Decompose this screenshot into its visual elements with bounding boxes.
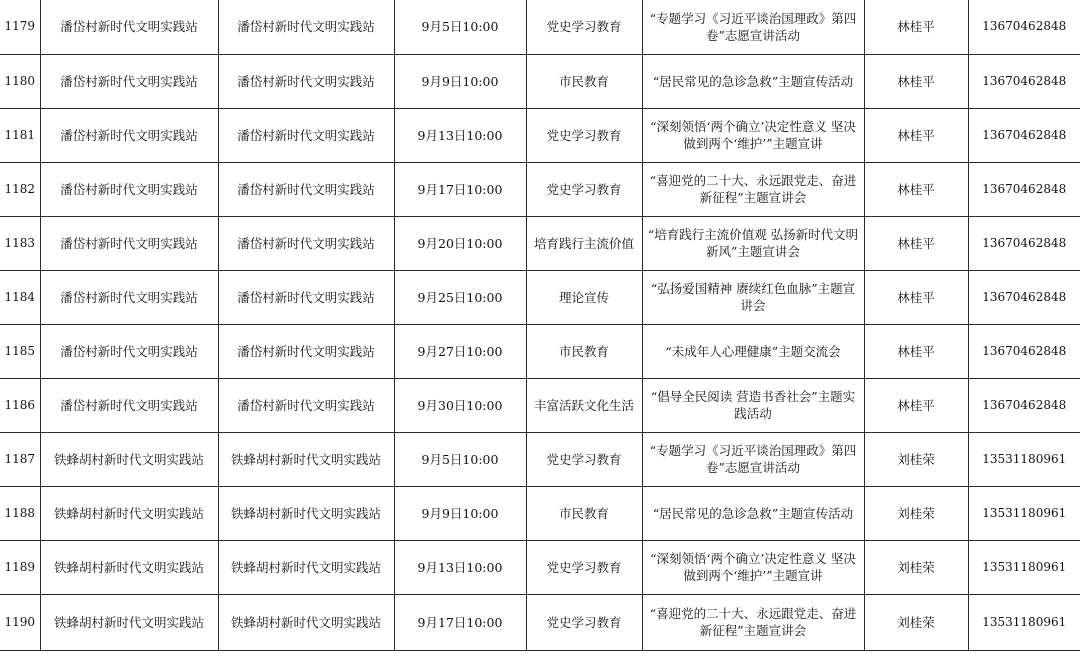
- phone-cell: 13670462848: [968, 270, 1080, 324]
- row-number-cell: 1185: [0, 324, 40, 378]
- datetime-cell: 9月17日10:00: [394, 162, 526, 216]
- contact-person-cell: 刘桂荣: [864, 594, 968, 650]
- category-cell: 理论宣传: [526, 270, 642, 324]
- phone-cell: 13531180961: [968, 540, 1080, 594]
- category-cell: 丰富活跃文化生活: [526, 378, 642, 432]
- topic-cell: “深刻领悟‘两个确立’决定性意义 坚决做到两个‘维护’”主题宣讲: [642, 108, 864, 162]
- contact-person-cell: 林桂平: [864, 54, 968, 108]
- topic-cell: “培育践行主流价值观 弘扬新时代文明新风”主题宣讲会: [642, 216, 864, 270]
- category-cell: 市民教育: [526, 486, 642, 540]
- topic-cell: “喜迎党的二十大、永远跟党走、奋进新征程”主题宣讲会: [642, 594, 864, 650]
- contact-person-cell: 刘桂荣: [864, 486, 968, 540]
- row-number-cell: 1180: [0, 54, 40, 108]
- organizer-cell: 潘岱村新时代文明实践站: [40, 0, 218, 54]
- contact-person-cell: 林桂平: [864, 270, 968, 324]
- row-number-cell: 1186: [0, 378, 40, 432]
- row-number-cell: 1189: [0, 540, 40, 594]
- topic-cell: “专题学习《习近平谈治国理政》第四卷”志愿宣讲活动: [642, 0, 864, 54]
- topic-cell: “倡导全民阅读 营造书香社会”主题实践活动: [642, 378, 864, 432]
- venue-cell: 潘岱村新时代文明实践站: [218, 324, 394, 378]
- category-cell: 党史学习教育: [526, 432, 642, 486]
- venue-cell: 铁蜂胡村新时代文明实践站: [218, 594, 394, 650]
- phone-cell: 13531180961: [968, 486, 1080, 540]
- phone-cell: 13670462848: [968, 216, 1080, 270]
- category-cell: 党史学习教育: [526, 108, 642, 162]
- table-row: [0, 0, 1080, 54]
- category-cell: 市民教育: [526, 54, 642, 108]
- phone-cell: 13531180961: [968, 432, 1080, 486]
- phone-cell: 13670462848: [968, 162, 1080, 216]
- venue-cell: 潘岱村新时代文明实践站: [218, 162, 394, 216]
- category-cell: 党史学习教育: [526, 594, 642, 650]
- venue-cell: 潘岱村新时代文明实践站: [218, 0, 394, 54]
- row-number-cell: 1182: [0, 162, 40, 216]
- topic-cell: “专题学习《习近平谈治国理政》第四卷”志愿宣讲活动: [642, 432, 864, 486]
- category-cell: 党史学习教育: [526, 0, 642, 54]
- table-row: [0, 54, 1080, 108]
- row-number-cell: 1179: [0, 0, 40, 54]
- venue-cell: 潘岱村新时代文明实践站: [218, 378, 394, 432]
- row-number-cell: 1188: [0, 486, 40, 540]
- organizer-cell: 铁蜂胡村新时代文明实践站: [40, 486, 218, 540]
- contact-person-cell: 林桂平: [864, 324, 968, 378]
- datetime-cell: 9月25日10:00: [394, 270, 526, 324]
- contact-person-cell: 林桂平: [864, 378, 968, 432]
- phone-cell: 13531180961: [968, 594, 1080, 650]
- contact-person-cell: 刘桂荣: [864, 540, 968, 594]
- datetime-cell: 9月9日10:00: [394, 54, 526, 108]
- contact-person-cell: 林桂平: [864, 216, 968, 270]
- table-row: [0, 540, 1080, 594]
- table-row: [0, 270, 1080, 324]
- table-row: [0, 324, 1080, 378]
- row-number-cell: 1183: [0, 216, 40, 270]
- table-row: [0, 216, 1080, 270]
- topic-cell: “居民常见的急诊急救”主题宣传活动: [642, 54, 864, 108]
- datetime-cell: 9月5日10:00: [394, 432, 526, 486]
- organizer-cell: 潘岱村新时代文明实践站: [40, 216, 218, 270]
- venue-cell: 铁蜂胡村新时代文明实践站: [218, 540, 394, 594]
- venue-cell: 铁蜂胡村新时代文明实践站: [218, 432, 394, 486]
- contact-person-cell: 林桂平: [864, 0, 968, 54]
- table-row: [0, 162, 1080, 216]
- organizer-cell: 铁蜂胡村新时代文明实践站: [40, 540, 218, 594]
- contact-person-cell: 林桂平: [864, 108, 968, 162]
- topic-cell: “未成年人心理健康”主题交流会: [642, 324, 864, 378]
- organizer-cell: 潘岱村新时代文明实践站: [40, 108, 218, 162]
- category-cell: 党史学习教育: [526, 162, 642, 216]
- topic-cell: “深刻领悟‘两个确立’决定性意义 坚决做到两个‘维护’”主题宣讲: [642, 540, 864, 594]
- topic-cell: “居民常见的急诊急救”主题宣传活动: [642, 486, 864, 540]
- row-number-cell: 1181: [0, 108, 40, 162]
- topic-cell: “弘扬爱国精神 赓续红色血脉”主题宣讲会: [642, 270, 864, 324]
- row-number-cell: 1190: [0, 594, 40, 650]
- contact-person-cell: 林桂平: [864, 162, 968, 216]
- table-row: [0, 486, 1080, 540]
- table-row: [0, 594, 1080, 650]
- phone-cell: 13670462848: [968, 324, 1080, 378]
- datetime-cell: 9月9日10:00: [394, 486, 526, 540]
- organizer-cell: 潘岱村新时代文明实践站: [40, 162, 218, 216]
- category-cell: 培育践行主流价值: [526, 216, 642, 270]
- organizer-cell: 铁蜂胡村新时代文明实践站: [40, 432, 218, 486]
- venue-cell: 铁蜂胡村新时代文明实践站: [218, 486, 394, 540]
- category-cell: 市民教育: [526, 324, 642, 378]
- row-number-cell: 1187: [0, 432, 40, 486]
- organizer-cell: 潘岱村新时代文明实践站: [40, 270, 218, 324]
- datetime-cell: 9月13日10:00: [394, 540, 526, 594]
- venue-cell: 潘岱村新时代文明实践站: [218, 216, 394, 270]
- organizer-cell: 潘岱村新时代文明实践站: [40, 378, 218, 432]
- organizer-cell: 铁蜂胡村新时代文明实践站: [40, 594, 218, 650]
- table-row: [0, 432, 1080, 486]
- organizer-cell: 潘岱村新时代文明实践站: [40, 54, 218, 108]
- venue-cell: 潘岱村新时代文明实践站: [218, 108, 394, 162]
- venue-cell: 潘岱村新时代文明实践站: [218, 54, 394, 108]
- datetime-cell: 9月17日10:00: [394, 594, 526, 650]
- datetime-cell: 9月13日10:00: [394, 108, 526, 162]
- topic-cell: “喜迎党的二十大、永远跟党走、奋进新征程”主题宣讲会: [642, 162, 864, 216]
- organizer-cell: 潘岱村新时代文明实践站: [40, 324, 218, 378]
- datetime-cell: 9月20日10:00: [394, 216, 526, 270]
- venue-cell: 潘岱村新时代文明实践站: [218, 270, 394, 324]
- row-number-cell: 1184: [0, 270, 40, 324]
- datetime-cell: 9月5日10:00: [394, 0, 526, 54]
- table-row: [0, 378, 1080, 432]
- contact-person-cell: 刘桂荣: [864, 432, 968, 486]
- phone-cell: 13670462848: [968, 108, 1080, 162]
- category-cell: 党史学习教育: [526, 540, 642, 594]
- datetime-cell: 9月30日10:00: [394, 378, 526, 432]
- phone-cell: 13670462848: [968, 54, 1080, 108]
- datetime-cell: 9月27日10:00: [394, 324, 526, 378]
- table-row: [0, 108, 1080, 162]
- phone-cell: 13670462848: [968, 378, 1080, 432]
- phone-cell: 13670462848: [968, 0, 1080, 54]
